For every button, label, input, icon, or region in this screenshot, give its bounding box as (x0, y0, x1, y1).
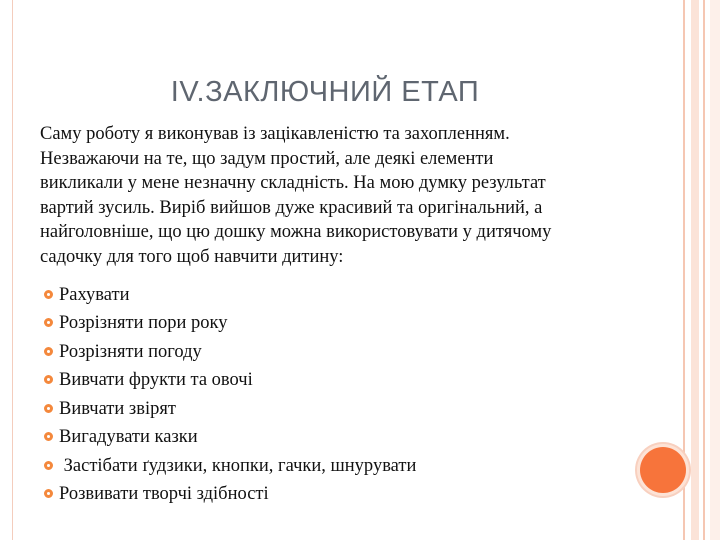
paragraph-line: вартий зусиль. Виріб вийшов дуже красивий та оригінальний, а (40, 197, 543, 218)
bullet-icon (44, 375, 53, 384)
paragraph-line: найголовніше, що цю дошку можна використовувати у дитячому (40, 222, 552, 242)
bullet-icon (44, 318, 53, 327)
paragraph-line: Саму роботу я виконував із зацікавленістю та захопленням. (40, 124, 510, 144)
paragraph-line: Незважаючи на те, що задум простий, але деякі елементи (40, 148, 494, 169)
bullet-list (44, 281, 644, 509)
list-item (44, 424, 644, 453)
right-border-stripe (691, 0, 699, 540)
bullet-text: Розрізняти погоду (59, 341, 202, 362)
bullet-text: Розрізняти пори року (59, 313, 228, 334)
list-item (44, 452, 644, 481)
right-border-stripe (710, 0, 720, 540)
paragraph-line: садочку для того щоб навчити дитину: (40, 246, 344, 267)
list-item (44, 310, 644, 339)
bullet-icon (44, 489, 53, 498)
list-item (44, 338, 644, 367)
list-item (44, 481, 644, 510)
bullet-text: Вивчати фрукти та овочі (59, 370, 253, 391)
bullet-text: Вигадувати казки (59, 427, 198, 448)
bullet-icon (44, 432, 53, 441)
bullet-text: Застібати ґудзики, кнопки, гачки, шнурувати (59, 455, 417, 476)
bullet-icon (44, 404, 53, 413)
slide-paragraph (40, 122, 630, 269)
slide-title: IV.ЗАКЛЮЧНИЙ ЕТАП (170, 76, 480, 108)
bullet-icon (44, 461, 53, 470)
list-item (44, 367, 644, 396)
bullet-text: Рахувати (59, 284, 130, 305)
bullet-icon (44, 347, 53, 356)
paragraph-line: викликали у мене незначну складність. На мою думку результат (40, 173, 546, 193)
bullet-text: Вивчати звірят (59, 398, 176, 419)
bullet-icon (44, 290, 53, 299)
bullet-text: Розвивати творчі здібності (59, 484, 269, 505)
right-border-stripe (703, 0, 705, 540)
list-item (44, 395, 644, 424)
list-item (44, 281, 644, 310)
decorative-circle-icon (640, 447, 686, 493)
